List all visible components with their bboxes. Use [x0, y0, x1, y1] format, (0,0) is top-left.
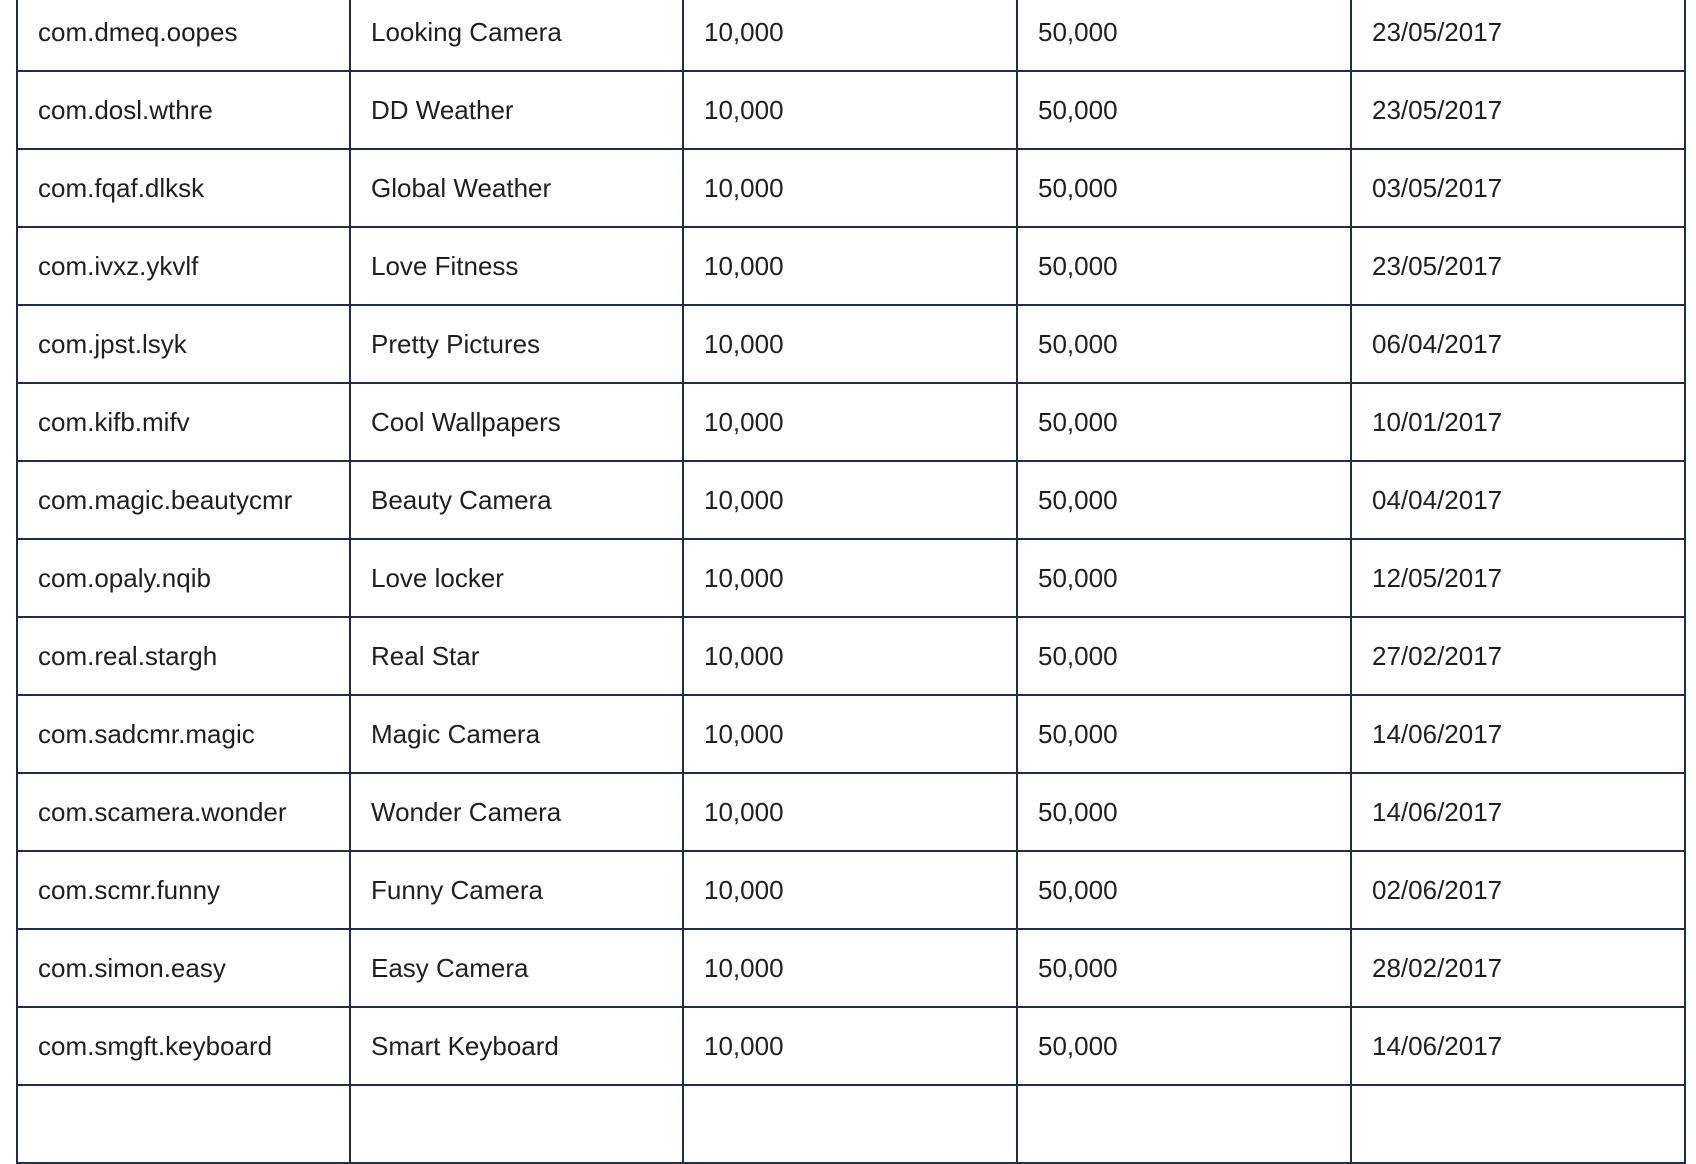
max-installs-cell: 50,000 [1017, 539, 1351, 617]
date-cell: 14/06/2017 [1351, 773, 1685, 851]
min-installs-cell [683, 1085, 1017, 1163]
package-name-cell: com.simon.easy [17, 929, 350, 1007]
app-name-cell [350, 1085, 683, 1163]
package-name-cell: com.dmeq.oopes [17, 0, 350, 71]
package-name-cell: com.jpst.lsyk [17, 305, 350, 383]
package-name-cell: com.ivxz.ykvlf [17, 227, 350, 305]
date-cell: 27/02/2017 [1351, 617, 1685, 695]
table-row [17, 149, 1685, 227]
min-installs-cell: 10,000 [683, 695, 1017, 773]
package-name-cell: com.magic.beautycmr [17, 461, 350, 539]
date-cell: 23/05/2017 [1351, 0, 1685, 71]
app-table-body [17, 0, 1685, 1163]
app-name-cell: DD Weather [350, 71, 683, 149]
min-installs-cell: 10,000 [683, 0, 1017, 71]
max-installs-cell: 50,000 [1017, 929, 1351, 1007]
date-cell: 14/06/2017 [1351, 695, 1685, 773]
max-installs-cell: 50,000 [1017, 227, 1351, 305]
table-row [17, 71, 1685, 149]
max-installs-cell: 50,000 [1017, 71, 1351, 149]
min-installs-cell: 10,000 [683, 149, 1017, 227]
table-row [17, 0, 1685, 71]
max-installs-cell: 50,000 [1017, 149, 1351, 227]
table-row [17, 851, 1685, 929]
package-name-cell: com.sadcmr.magic [17, 695, 350, 773]
package-name-cell: com.smgft.keyboard [17, 1007, 350, 1085]
max-installs-cell: 50,000 [1017, 461, 1351, 539]
date-cell: 06/04/2017 [1351, 305, 1685, 383]
min-installs-cell: 10,000 [683, 305, 1017, 383]
app-name-cell: Easy Camera [350, 929, 683, 1007]
date-cell: 28/02/2017 [1351, 929, 1685, 1007]
app-table [16, 0, 1686, 1164]
date-cell: 03/05/2017 [1351, 149, 1685, 227]
min-installs-cell: 10,000 [683, 461, 1017, 539]
table-row [17, 1007, 1685, 1085]
app-name-cell: Real Star [350, 617, 683, 695]
date-cell: 23/05/2017 [1351, 227, 1685, 305]
package-name-cell: com.dosl.wthre [17, 71, 350, 149]
table-row [17, 305, 1685, 383]
table-row [17, 539, 1685, 617]
min-installs-cell: 10,000 [683, 773, 1017, 851]
date-cell: 14/06/2017 [1351, 1007, 1685, 1085]
date-cell: 02/06/2017 [1351, 851, 1685, 929]
table-row [17, 617, 1685, 695]
package-name-cell [17, 1085, 350, 1163]
table-row [17, 227, 1685, 305]
min-installs-cell: 10,000 [683, 617, 1017, 695]
app-name-cell: Cool Wallpapers [350, 383, 683, 461]
min-installs-cell: 10,000 [683, 929, 1017, 1007]
max-installs-cell: 50,000 [1017, 305, 1351, 383]
app-name-cell: Global Weather [350, 149, 683, 227]
max-installs-cell: 50,000 [1017, 851, 1351, 929]
app-table-container [16, 0, 1684, 1164]
package-name-cell: com.opaly.nqib [17, 539, 350, 617]
max-installs-cell: 50,000 [1017, 773, 1351, 851]
min-installs-cell: 10,000 [683, 851, 1017, 929]
package-name-cell: com.real.stargh [17, 617, 350, 695]
min-installs-cell: 10,000 [683, 1007, 1017, 1085]
app-name-cell: Love Fitness [350, 227, 683, 305]
package-name-cell: com.scamera.wonder [17, 773, 350, 851]
max-installs-cell [1017, 1085, 1351, 1163]
app-name-cell: Wonder Camera [350, 773, 683, 851]
date-cell: 10/01/2017 [1351, 383, 1685, 461]
table-row [17, 929, 1685, 1007]
app-name-cell: Magic Camera [350, 695, 683, 773]
app-name-cell: Love locker [350, 539, 683, 617]
max-installs-cell: 50,000 [1017, 0, 1351, 71]
max-installs-cell: 50,000 [1017, 695, 1351, 773]
app-name-cell: Funny Camera [350, 851, 683, 929]
package-name-cell: com.scmr.funny [17, 851, 350, 929]
min-installs-cell: 10,000 [683, 383, 1017, 461]
table-row [17, 461, 1685, 539]
table-row [17, 383, 1685, 461]
min-installs-cell: 10,000 [683, 539, 1017, 617]
max-installs-cell: 50,000 [1017, 383, 1351, 461]
app-name-cell: Beauty Camera [350, 461, 683, 539]
table-row [17, 695, 1685, 773]
app-name-cell: Pretty Pictures [350, 305, 683, 383]
table-row [17, 773, 1685, 851]
package-name-cell: com.fqaf.dlksk [17, 149, 350, 227]
min-installs-cell: 10,000 [683, 71, 1017, 149]
max-installs-cell: 50,000 [1017, 1007, 1351, 1085]
date-cell: 23/05/2017 [1351, 71, 1685, 149]
table-row [17, 1085, 1685, 1163]
min-installs-cell: 10,000 [683, 227, 1017, 305]
date-cell: 04/04/2017 [1351, 461, 1685, 539]
date-cell: 12/05/2017 [1351, 539, 1685, 617]
package-name-cell: com.kifb.mifv [17, 383, 350, 461]
max-installs-cell: 50,000 [1017, 617, 1351, 695]
app-name-cell: Smart Keyboard [350, 1007, 683, 1085]
date-cell [1351, 1085, 1685, 1163]
app-name-cell: Looking Camera [350, 0, 683, 71]
